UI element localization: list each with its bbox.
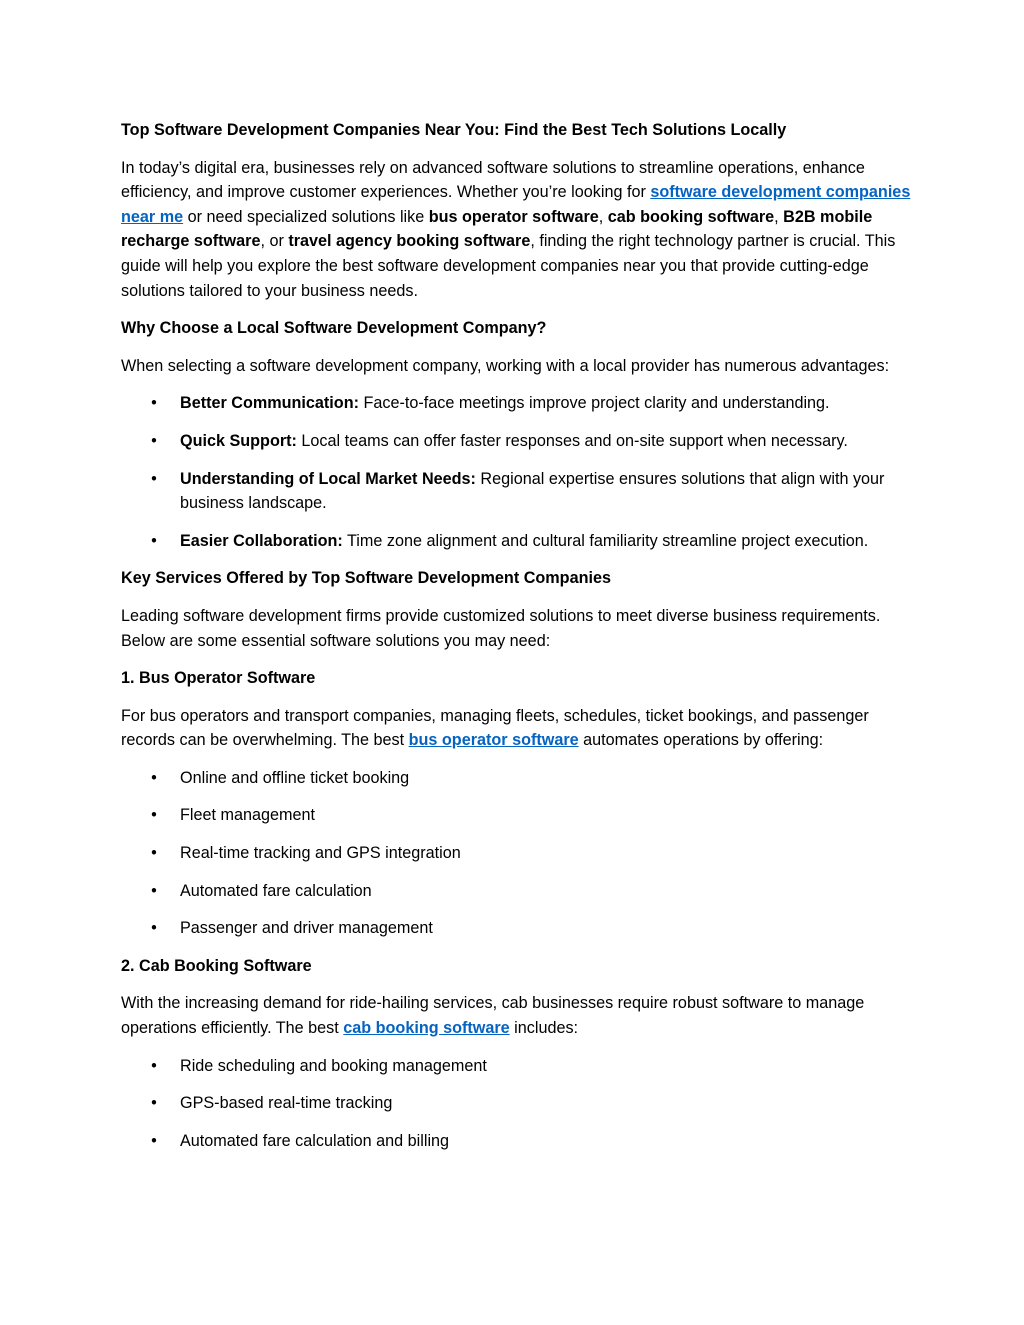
bullet-icon: • — [151, 1094, 157, 1113]
intro-text: , — [774, 207, 784, 226]
intro-bold-term: cab booking software — [607, 207, 775, 226]
bullet-icon: • — [151, 881, 157, 900]
list-item — [121, 467, 911, 516]
list-item-text: Passenger and driver management — [180, 919, 433, 938]
document-page — [121, 118, 911, 1166]
intro-bold-term: B2B mobile recharge software — [121, 207, 873, 251]
list-item — [121, 429, 911, 454]
section-heading-key-services: Key Services Offered by Top Software Development Companies — [121, 569, 611, 588]
list-item — [121, 529, 911, 554]
bus-operator-software-link[interactable]: bus operator software — [408, 731, 579, 750]
bullet-icon: • — [151, 394, 157, 413]
list-item-text: Automated fare calculation and billing — [180, 1131, 450, 1150]
intro-paragraph — [121, 156, 911, 304]
list-item-text: Real-time tracking and GPS integration — [180, 844, 461, 863]
section-heading-why-local: Why Choose a Local Software Development Company? — [121, 319, 547, 338]
list-item-text: Regional expertise ensures solutions that align with your business landscape. — [180, 469, 885, 513]
bullet-icon: • — [151, 531, 157, 550]
services-lead-paragraph: Leading software development firms provide customized solutions to meet diverse business requirements. Below are some essential software solutions you may need: — [121, 606, 881, 650]
list-item-text: Fleet management — [180, 806, 315, 825]
list-item — [121, 803, 911, 828]
list-item — [121, 1091, 911, 1116]
intro-text: , or — [260, 232, 289, 251]
bullet-icon: • — [151, 1056, 157, 1075]
section-heading-cab-booking: 2. Cab Booking Software — [121, 956, 312, 975]
list-item-label: Understanding of Local Market Needs: — [180, 469, 476, 488]
list-item-label: Quick Support: — [180, 431, 297, 450]
bullet-icon: • — [151, 844, 157, 863]
cab-booking-software-link[interactable]: cab booking software — [343, 1019, 510, 1038]
list-item-text: Ride scheduling and booking management — [180, 1056, 487, 1075]
bullet-icon: • — [151, 768, 157, 787]
bus-text: automates operations by offering: — [578, 731, 824, 750]
bullet-icon: • — [151, 469, 157, 488]
cab-features-list — [121, 1054, 911, 1154]
cab-text: includes: — [509, 1019, 579, 1038]
bus-text: For bus operators and transport companies, managing fleets, schedules, ticket bookings, and passenger records can be overwhelming. The best — [121, 706, 869, 750]
list-item-text: GPS-based real-time tracking — [180, 1094, 393, 1113]
intro-text: , — [598, 207, 608, 226]
bus-paragraph — [121, 704, 911, 753]
intro-text: or need specialized solutions like — [183, 207, 429, 226]
bullet-icon: • — [151, 431, 157, 450]
list-item-text: Automated fare calculation — [180, 881, 372, 900]
list-item — [121, 1054, 911, 1079]
bullet-icon: • — [151, 1131, 157, 1150]
list-item-text: Time zone alignment and cultural familiarity streamline project execution. — [342, 531, 869, 550]
intro-bold-term: bus operator software — [428, 207, 599, 226]
bullet-icon: • — [151, 806, 157, 825]
list-item — [121, 879, 911, 904]
list-item-label: Easier Collaboration: — [180, 531, 343, 550]
cab-text: With the increasing demand for ride-hailing services, cab businesses require robust software to manage operations efficiently. The best — [121, 994, 865, 1038]
software-development-link[interactable]: software development companies near me — [121, 183, 911, 226]
list-item-text: Face-to-face meetings improve project clarity and understanding. — [358, 394, 830, 413]
intro-bold-term: travel agency booking software — [288, 232, 531, 251]
bullet-icon: • — [151, 919, 157, 938]
cab-paragraph — [121, 991, 911, 1040]
list-item-text: Local teams can offer faster responses and on-site support when necessary. — [296, 431, 848, 450]
bus-features-list — [121, 766, 911, 941]
list-item — [121, 391, 911, 416]
list-item — [121, 1129, 911, 1154]
intro-text: In today’s digital era, businesses rely on advanced software solutions to streamline operations, enhance efficiency, and improve customer experiences. Whether you’re looking for — [121, 158, 865, 202]
list-item — [121, 766, 911, 791]
why-lead-paragraph: When selecting a software development company, working with a local provider has numerous advantages: — [121, 356, 890, 375]
intro-text: , finding the right technology partner is crucial. This guide will help you explore the best software development companies near you that provide cutting-edge solutions tailored to your business needs. — [121, 232, 896, 300]
list-item-label: Better Communication: — [180, 394, 359, 413]
list-item-text: Online and offline ticket booking — [180, 768, 410, 787]
advantages-list — [121, 391, 911, 553]
document-title: Top Software Development Companies Near You: Find the Best Tech Solutions Locally — [121, 121, 787, 139]
list-item — [121, 916, 911, 941]
section-heading-bus-operator: 1. Bus Operator Software — [121, 669, 316, 688]
list-item — [121, 841, 911, 866]
